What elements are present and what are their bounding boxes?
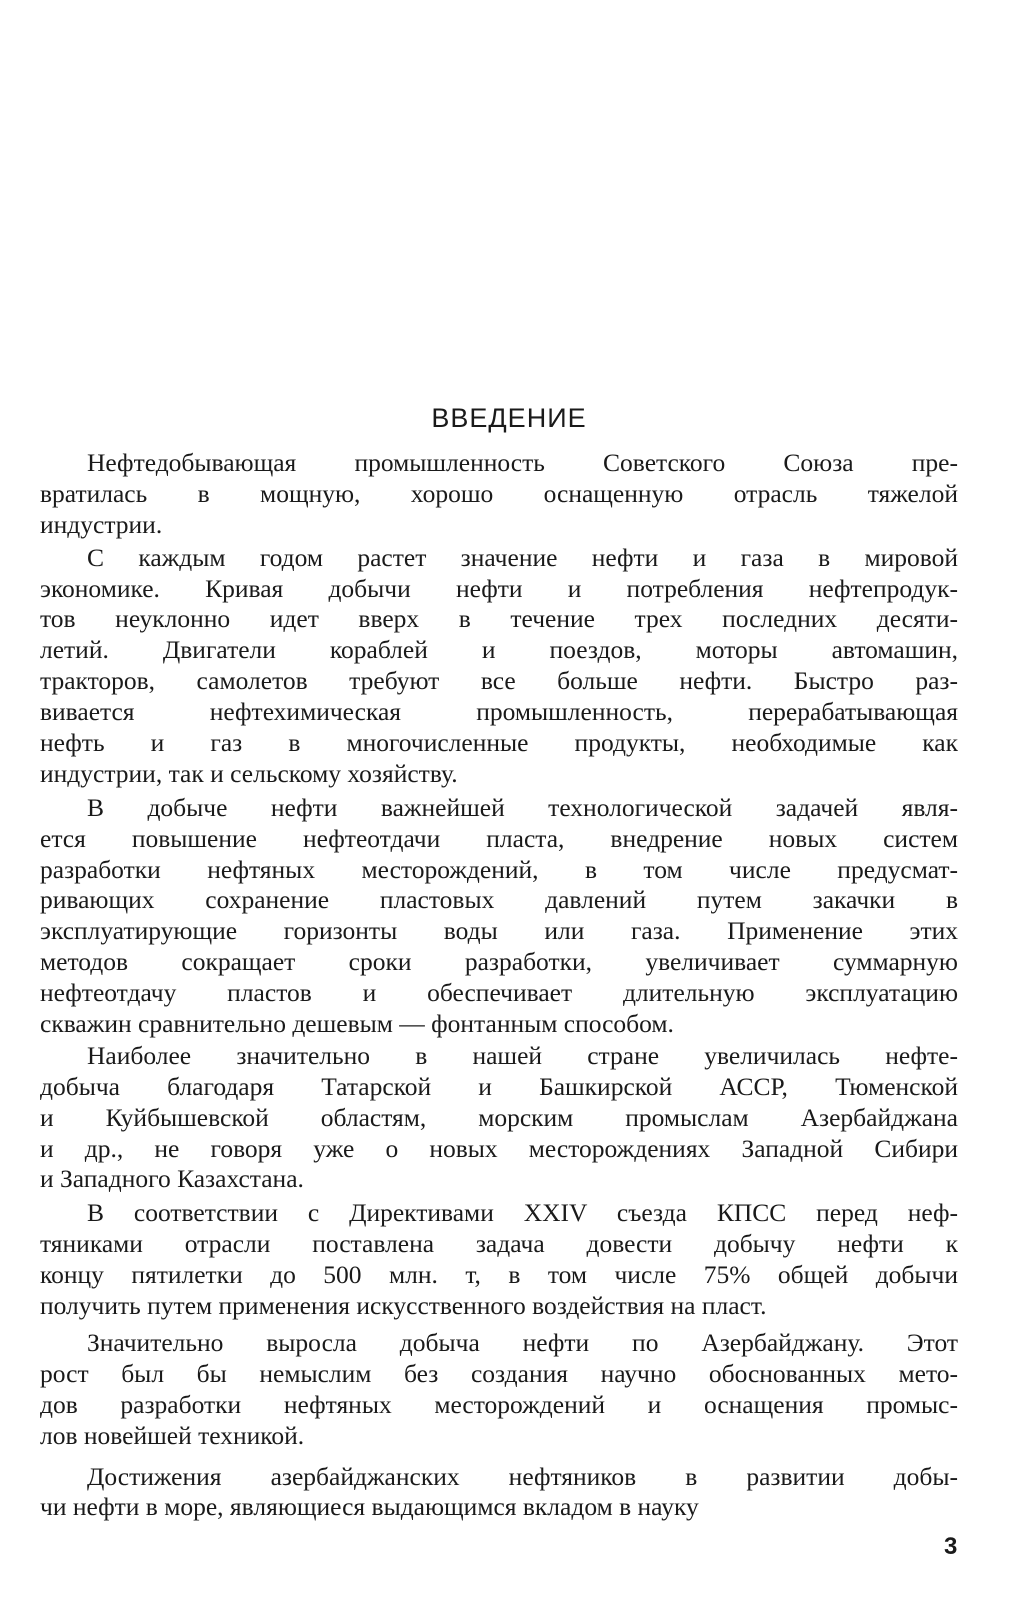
text-line: Наиболее значительно в нашей стране увеличилась нефте-	[87, 1040, 958, 1070]
text-line: и др., не говоря уже о новых месторождениях Западной Сибири	[40, 1133, 958, 1163]
paragraph	[40, 793, 958, 1040]
text-line: добыча благодаря Татарской и Башкирской АССР, Тюменской	[40, 1071, 958, 1101]
paragraph	[40, 448, 958, 541]
text-line: В добыче нефти важнейшей технологической задачей явля-	[87, 792, 958, 822]
text-line: лов новейшей техникой.	[40, 1420, 305, 1450]
text-line: нефть и газ в многочисленные продукты, необходимые как	[40, 728, 958, 758]
text-line: Значительно выросла добыча нефти по Азербайджану. Этот	[87, 1327, 958, 1357]
text-line: и Куйбышевской областям, морским промыслам Азербайджана	[40, 1102, 958, 1132]
paragraph	[40, 1198, 958, 1322]
page-number: 3	[944, 1533, 958, 1560]
paragraph	[40, 1041, 958, 1195]
text-line: концу пятилетки до 500 млн. т, в том числе 75% общей добычи	[40, 1260, 958, 1290]
text-line: чи нефти в море, являющиеся выдающимся вкладом в науку	[40, 1492, 699, 1522]
text-line: С каждым годом растет значение нефти и газа в мировой	[87, 542, 958, 572]
paragraph	[40, 543, 958, 790]
text-line: тракторов, самолетов требуют все больше нефти. Быстро раз-	[40, 666, 958, 696]
paragraph	[40, 1328, 958, 1452]
text-line: тяниками отрасли поставлена задача довести добычу нефти к	[40, 1229, 958, 1259]
text-line: эксплуатирующие горизонты воды или газа. Применение этих	[40, 916, 958, 946]
text-line: экономике. Кривая добычи нефти и потребления нефтепродук-	[40, 573, 958, 603]
text-line: индустрии.	[40, 509, 163, 539]
text-line: В соответствии с Директивами XXIV съезда КПСС перед неф-	[87, 1198, 958, 1228]
text-line: тов неуклонно идет вверх в течение трех последних десяти-	[40, 604, 958, 634]
text-line: вратилась в мощную, хорошо оснащенную отрасль тяжелой	[40, 478, 958, 508]
text-line: летий. Двигатели кораблей и поездов, моторы автомашин,	[40, 635, 958, 665]
text-line: ривающих сохранение пластовых давлений путем закачки в	[40, 885, 958, 915]
text-line: рост был бы немыслим без создания научно обоснованных мето-	[40, 1358, 958, 1388]
text-line: Нефтедобывающая промышленность Советского Союза пре-	[87, 448, 958, 477]
text-line: нефтеотдачу пластов и обеспечивает длительную эксплуатацию	[40, 978, 958, 1008]
text-line: скважин сравнительно дешевым — фонтанным способом.	[40, 1009, 674, 1039]
text-line: разработки нефтяных месторождений, в том числе предусмат-	[40, 854, 958, 884]
chapter-title: ВВЕДЕНИЕ	[431, 403, 587, 433]
text-line: ется повышение нефтеотдачи пласта, внедрение новых систем	[40, 823, 958, 853]
text-line: дов разработки нефтяных месторождений и оснащения промыс-	[40, 1389, 958, 1419]
text-line: вивается нефтехимическая промышленность, перерабатывающая	[40, 697, 958, 727]
text-line: получить путем применения искусственного воздействия на пласт.	[40, 1291, 767, 1321]
text-line: Достижения азербайджанских нефтяников в развитии добы-	[87, 1461, 958, 1491]
text-line: индустрии, так и сельскому хозяйству.	[40, 758, 458, 788]
text-line: и Западного Казахстана.	[40, 1164, 304, 1194]
paragraph	[40, 1462, 958, 1524]
text-line: методов сокращает сроки разработки, увеличивает суммарную	[40, 947, 958, 977]
body-text	[40, 448, 958, 1523]
